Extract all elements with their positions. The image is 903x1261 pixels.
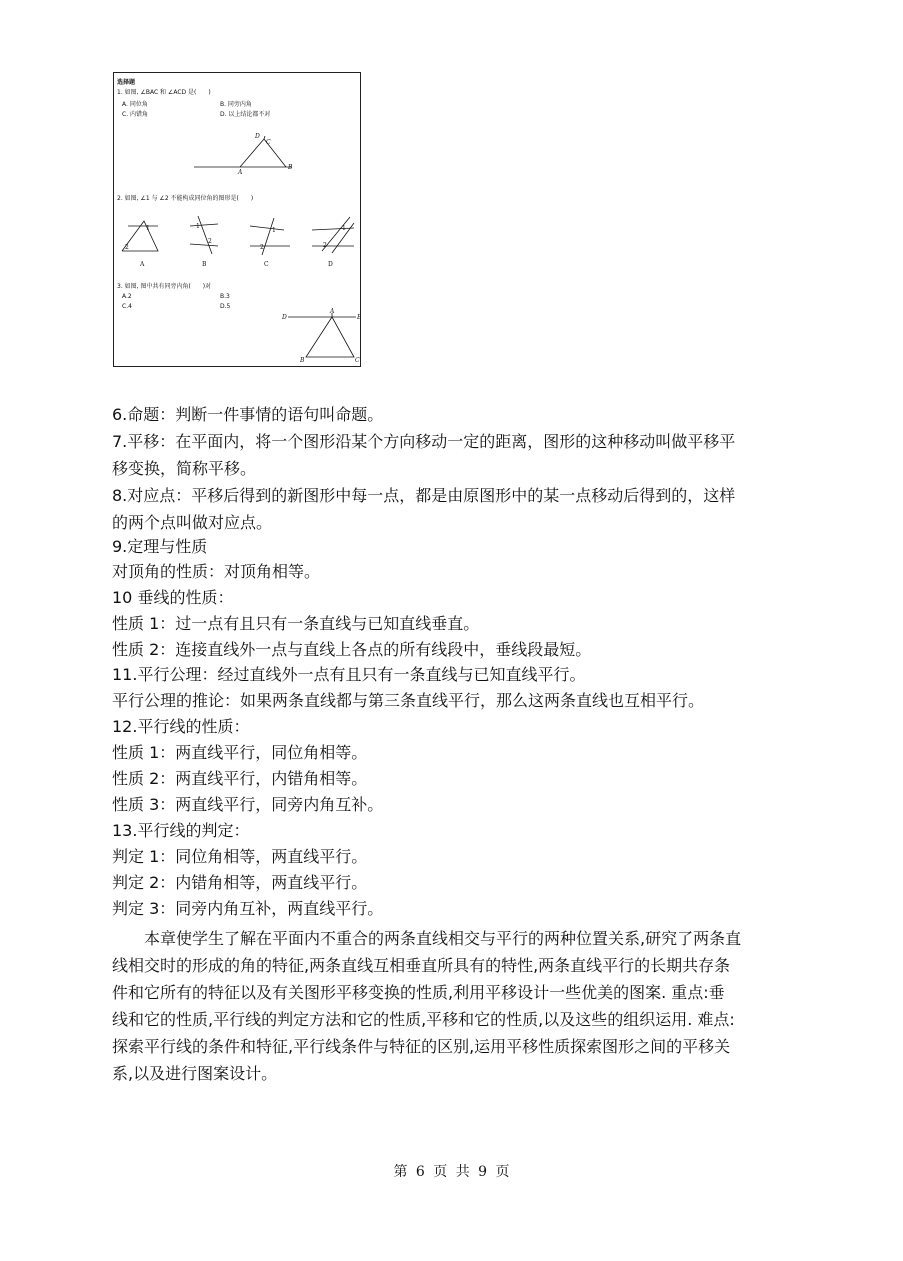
line-parallel-criteria-heading: 13.平行线的判定： [112,821,250,840]
exam-figures [114,73,361,367]
q2-c-angle-2: 2 [260,244,264,251]
line-parallel-axiom: 11.平行公理：经过直线外一点有且只有一条直线与已知直线平行。 [112,665,586,684]
line-parallel-property-1: 性质 1：两直线平行，同位角相等。 [112,743,368,762]
q3-label-b: B [300,357,305,364]
summary-paragraph [112,925,792,1087]
page-footer: 第 6 页 共 9 页 [393,1164,510,1180]
paragraph-line: 线和它的性质,平行线的判定方法和它的性质,平移和它的性质,以及这些的组织运用. 难点: [112,1010,735,1029]
q2-c-angle-1: 1 [272,227,276,234]
q2-label-c: C [264,261,269,268]
line-parallel-criterion-1: 判定 1：同位角相等，两直线平行。 [112,847,368,866]
line-parallel-criterion-2: 判定 2：内错角相等，两直线平行。 [112,873,368,892]
q1-option-d: D. 以上结论都不对 [220,111,271,118]
q2-b-angle-1: 1 [196,223,200,230]
q1-option-b: B. 同旁内角 [220,101,252,108]
line-corresponding-points-cont: 的两个点叫做对应点。 [112,513,273,532]
q1-label-d: D [255,133,260,140]
q2-stem: 2. 如图, ∠1 与 ∠2 不能构成同位角的图形是( ) [117,195,254,202]
q3-option-a: A.2 [122,293,132,300]
q3-option-d: D.5 [220,303,231,310]
q1-option-a: A. 同位角 [122,101,148,108]
q2-figure-d [312,217,354,253]
q3-label-e: E [357,314,362,321]
q1-figure [194,136,292,167]
line-perpendicular-heading: 10 垂线的性质： [112,588,234,607]
line-perpendicular-2: 性质 2：连接直线外一点与直线上各点的所有线段中，垂线段最短。 [112,640,592,659]
paragraph-line: 本章使学生了解在平面内不重合的两条直线相交与平行的两种位置关系,研究了两条直 [112,929,742,948]
q2-label-d: D [328,261,333,268]
paragraph-line: 件和它所有的特征以及有关图形平移变换的性质,利用平移设计一些优美的图案. 重点:垂 [112,983,725,1002]
line-perpendicular-1: 性质 1：过一点有且只有一条直线与已知直线垂直。 [112,614,480,633]
q2-d-angle-2: 2 [323,242,327,249]
q1-label-a: A [238,169,243,176]
q2-a-angle-1: 1 [146,225,150,232]
line-parallel-criterion-3: 判定 3：同旁内角互补，两直线平行。 [112,899,384,918]
line-theorems-heading: 9.定理与性质 [112,537,208,556]
q2-b-angle-2: 2 [208,238,212,245]
line-parallel-property-3: 性质 3：两直线平行，同旁内角互补。 [112,795,384,814]
q3-option-b: B.3 [220,293,230,300]
q3-figure [288,313,356,357]
line-translation: 7.平移：在平面内，将一个图形沿某个方向移动一定的距离，图形的这种移动叫做平移平 [112,432,736,451]
line-vertical-angles: 对顶角的性质：对顶角相等。 [112,562,321,581]
q2-label-b: B [202,261,207,268]
q1-label-c: C [266,139,271,146]
q2-label-a: A [140,261,145,268]
paragraph-line: 线相交时的形成的角的特征,两条直线互相垂直所具有的特性,两条直线平行的长期共存条 [112,956,731,975]
line-proposition: 6.命题：判断一件事情的语句叫命题。 [112,405,384,424]
line-parallel-properties-heading: 12.平行线的性质： [112,717,250,736]
q1-label-b: B [288,164,293,171]
q3-option-c: C.4 [122,303,132,310]
q1-stem: 1. 如图, ∠BAC 和 ∠ACD 是( ) [117,89,211,96]
q3-label-a: A [330,308,335,315]
q2-a-angle-2: 2 [125,244,129,251]
line-parallel-corollary: 平行公理的推论：如果两条直线都与第三条直线平行，那么这两条直线也互相平行。 [112,691,705,710]
line-corresponding-points: 8.对应点：平移后得到的新图形中每一点，都是由原图形中的某一点移动后得到的，这样 [112,486,736,505]
q3-stem: 3. 如图, 图中共有同旁内角( )对 [117,283,212,290]
exam-heading: 选择题 [117,79,136,86]
paragraph-line: 系,以及进行图案设计。 [112,1064,278,1083]
q3-label-d: D [282,314,287,321]
q2-d-angle-1: 1 [342,225,346,232]
q3-label-c: C [355,357,360,364]
line-translation-cont: 移变换，简称平移。 [112,459,257,478]
paragraph-line: 探索平行线的条件和特征,平行线条件与特征的区别,运用平移性质探索图形之间的平移关 [112,1037,731,1056]
q1-option-c: C. 内错角 [122,111,149,118]
q2-figure-b [190,216,218,254]
exam-image [113,72,361,367]
line-parallel-property-2: 性质 2：两直线平行，内错角相等。 [112,769,368,788]
q2-figure-c [250,218,290,255]
